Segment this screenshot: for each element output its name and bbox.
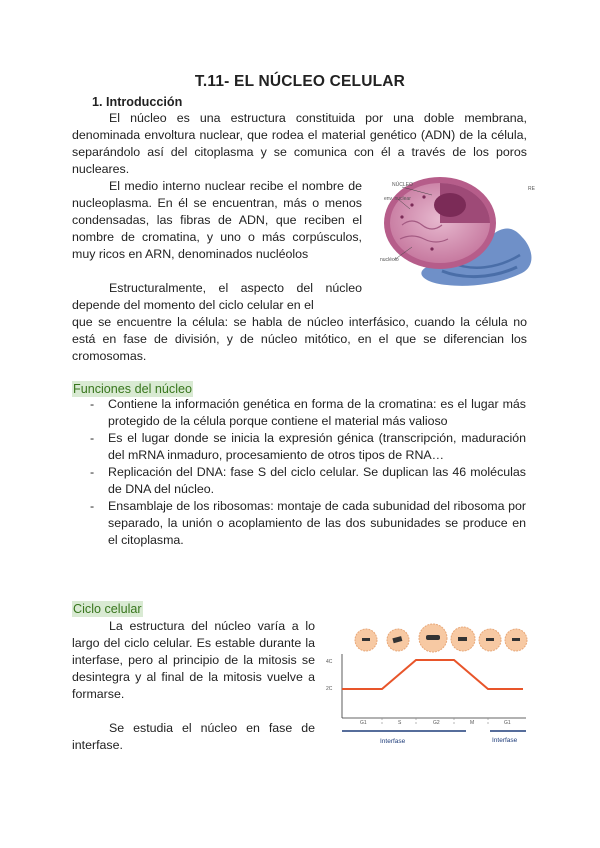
cycle-paragraph-2: Se estudia el núcleo en fase de interfase. (72, 721, 315, 752)
list-item: - Replicación del DNA: fase S del ciclo celular. Se duplican las 46 moléculas de DNA del núcleo. (90, 465, 526, 496)
intro-paragraph-1: El núcleo es una estructura constituida por una doble membrana, denominada envoltura nuclear, que rodea el material genético (ADN) de la célula, separándolo así del citoplasma y se comunica con él a través de los poros nucleares. (72, 111, 527, 176)
page-title: T.11- EL NÚCLEO CELULAR (194, 73, 406, 90)
cycle-heading: Ciclo celular (73, 602, 142, 616)
intro-paragraph-3a: Estructuralmente, el aspecto del núcleo depende del momento del ciclo celular en el (72, 281, 362, 312)
y-tick-low: 2C (326, 686, 333, 692)
cell-cycle-diagram (318, 618, 530, 750)
list-item: - Es el lugar donde se inicia la expresión génica (transcripción, maduración del mRNA inmaduro, procesamiento de otros tipos de RNA… (90, 431, 526, 462)
nucleus-illustration (372, 175, 538, 290)
intro-paragraph-2: El medio interno nuclear recibe el nombre de nucleoplasma. En él se encuentran, más o menos condensadas, las fibras de ADN, que reciben el nombre de cromatina, y uno o más corpúsculos, muy ricos en ARN, denominados nucléolos (72, 179, 362, 261)
list-item: - Ensamblaje de los ribosomas: montaje de cada subunidad del ribosoma por separado, la unión o acoplamiento de las dos subunidades se produce en el citoplasma. (90, 499, 526, 547)
functions-list (90, 396, 526, 549)
phase-label: M (470, 720, 475, 726)
interfase-label-1: Interfase (380, 738, 406, 745)
label-nucleo: NÚCLEO (392, 182, 413, 188)
cell-stages (355, 624, 527, 652)
functions-heading: Funciones del núcleo (73, 382, 193, 396)
intro-heading: 1. Introducción (92, 95, 183, 109)
cycle-paragraph-1: La estructura del núcleo varía a lo largo del ciclo celular. Es estable durante la interfase, pero al principio de la mitosis se desintegra y al final de la mitosis vuelve a formarse. (72, 619, 315, 701)
label-nucleolo: nucléolo (380, 257, 399, 263)
intro-paragraph-3b: que se encuentre la célula: se habla de núcleo interfásico, cuando la célula no está en fase de división, y de núcleo mitótico, en el que se diferencian los cromosomas. (72, 315, 527, 363)
phase-label: G2 (433, 720, 440, 726)
dna-content-line (342, 660, 523, 689)
label-envoltura: env. nuclear (384, 196, 411, 202)
label-re: RE (528, 186, 535, 192)
phase-label: G1 (360, 720, 367, 726)
list-item: - Contiene la información genética en forma de la cromatina: es el lugar más protegido de la célula porque contiene el material más valioso (90, 397, 526, 428)
phase-label: G1 (504, 720, 511, 726)
interfase-label-2: Interfase (492, 737, 518, 744)
phase-label: S (398, 720, 402, 726)
y-tick-high: 4C (326, 659, 333, 665)
